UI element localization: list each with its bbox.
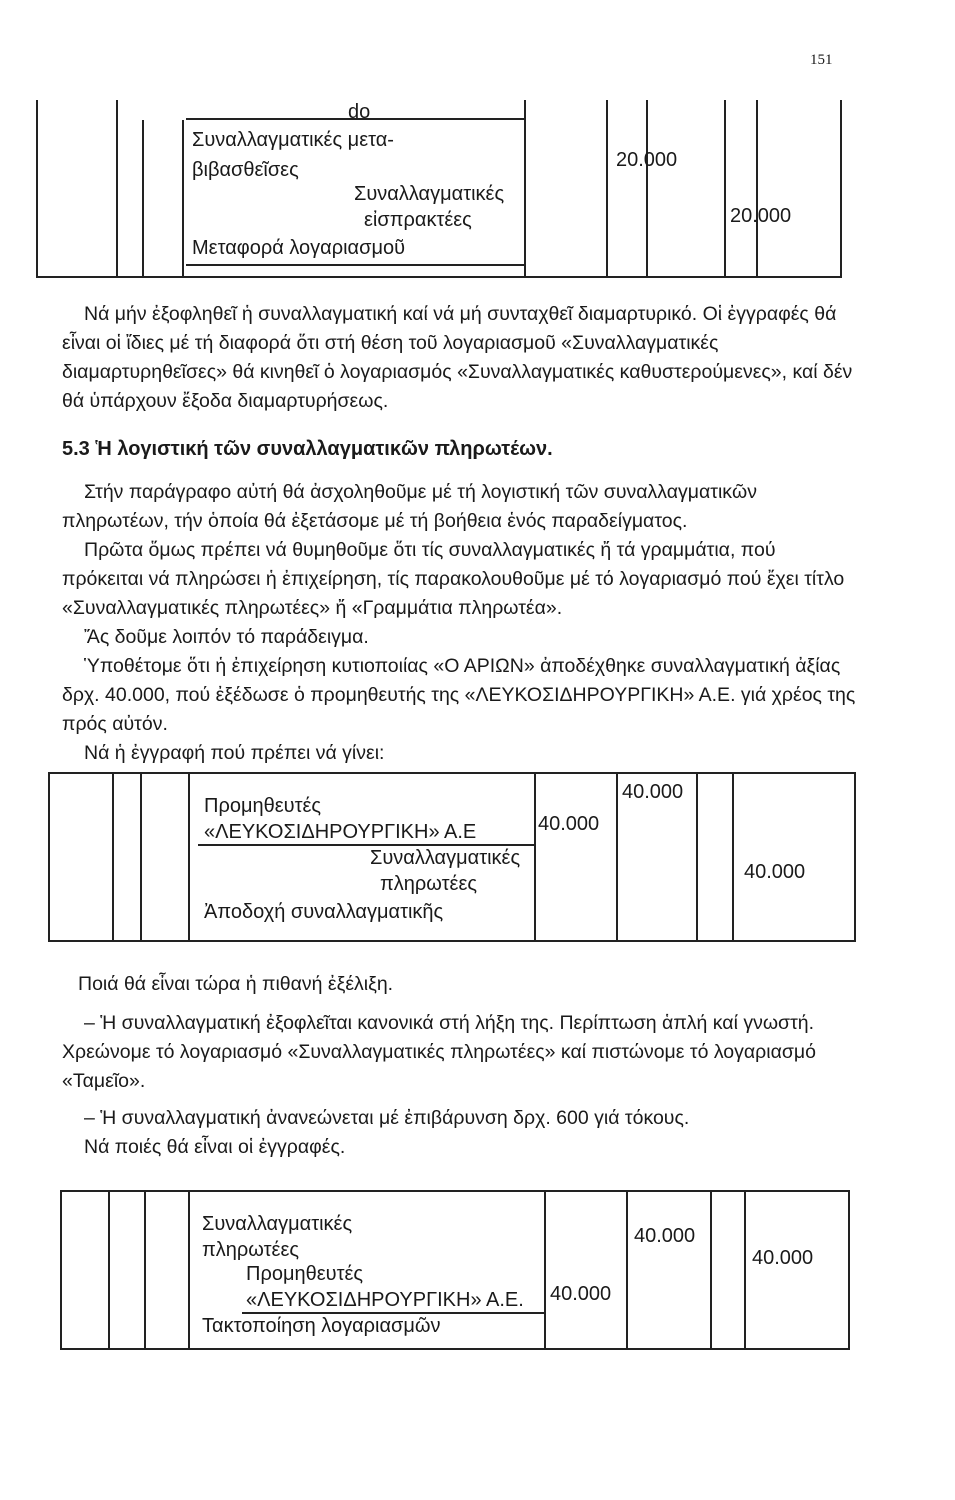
column-rule [116,100,118,278]
bottom-rule [48,940,856,942]
column-rule [744,1190,746,1350]
column-rule [848,1190,850,1350]
debit-account-cont: βιβασθεῖσες [192,159,299,181]
section-paragraph: Πρῶτα ὅμως πρέπει νά θυμηθοῦμε ὅτι τίς συναλλαγματικές ἤ τά γραμμάτια, πού πρόκειται νά πληρώσει ἡ ἐπιχείρηση, τίς παρακολουθοῦμε μέ τό λογαριασμό πού ἔχει τίτλο «Συναλλαγματικές πληρωτέες» ἤ «Γραμμάτια πληρωτέα». [62,539,845,619]
column-rule [112,772,114,942]
case-renewed: – Ἡ συναλλαγματική ἀνανεώνεται μέ ἐπιβάρυνση δρχ. 600 γιά τόκους. [84,1107,690,1129]
column-rule [724,100,726,278]
column-rule [108,1190,110,1350]
credit-account-cont: πληρωτέες [380,873,478,895]
column-rule [60,1190,62,1350]
narration: Μεταφορά λογαριασμοῦ [192,237,406,259]
top-rule [60,1190,850,1192]
column-rule [188,1190,190,1350]
marker-do: do [348,101,371,123]
credit-amount: 40.000 [752,1247,814,1269]
debit-account: Προμηθευτές [204,795,322,817]
column-rule [710,1190,712,1350]
column-rule [144,1190,146,1350]
column-rule [140,772,142,942]
debit-account-cont: πληρωτέες [202,1239,300,1261]
header-rule [186,118,524,120]
section-paragraph: Στήν παράγραφο αὐτή θά ἀσχοληθοῦμε μέ τή λογιστική τῶν συναλλαγματικῶν πληρωτέων, τήν ὁποία θά ἐξετάσομε μέ τή βοήθεια ἑνός παραδείγματος. [62,481,757,532]
credit-account: Προμηθευτές [246,1263,364,1285]
debit-account-cont: «ΛΕΥΚΟΣΙΔΗΡΟΥΡΓΙΚΗ» Α.Ε [204,821,477,843]
column-rule [142,120,144,278]
column-rule [626,1190,628,1350]
case-paid: – Ἡ συναλλαγματική ἐξοφλεῖται κανονικά στή λήξη της. Περίπτωση ἁπλή καί γνωστή. Χρεώνομε τό λογαριασμό «Συναλλαγματικές πληρωτέες» καί πιστώνομε τό λογαριασμό «Ταμεῖο». [62,1012,816,1092]
credit-account-cont: «ΛΕΥΚΟΣΙΔΗΡΟΥΡΓΙΚΗ» Α.Ε. [246,1289,524,1311]
entries-intro: Νά ποιές θά εἶναι οἱ ἐγγραφές. [84,1136,346,1158]
debit-amount: 40.000 [538,813,600,835]
column-rule [840,100,842,278]
top-total-amount: 40.000 [622,781,684,803]
column-rule [544,1190,546,1350]
partial-amount: 40.000 [550,1283,612,1305]
column-rule [616,772,618,942]
credit-account: Συναλλαγματικές [370,847,521,869]
outcome-text [62,970,862,1162]
column-rule [732,772,734,942]
credit-account-cont: εἰσπρακτέες [364,209,472,231]
column-rule [646,100,648,278]
journal-entry-acceptance [48,772,856,942]
narration-rule [186,264,524,266]
journal-entry-transfer [36,100,842,278]
debit-account: Συναλλαγματικές μετα- [192,129,394,151]
column-rule [36,100,38,278]
debit-amount: 40.000 [634,1225,696,1247]
journal-entry-settlement [60,1190,850,1350]
debit-amount: 20.000 [616,149,678,171]
paragraph-no-protest: Νά μήν ἐξοφληθεῖ ἡ συναλλαγματική καί νά μή συνταχθεῖ διαμαρτυρικό. Οἱ ἐγγραφές θά εἶναι οἱ ἴδιες μέ τή διαφορά ὅτι στή θέση τοῦ λογαριασμοῦ «Συναλλαγματικές διαμαρτυρηθεῖσες» θά κινηθεῖ ὁ λογαριασμός «Συναλλαγματικές καθυστερούμενες», καί δέν θά ὑπάρχουν ἔξοδα διαμαρτυρήσεως. [62,303,853,412]
page-number: 151 [810,52,833,68]
column-rule [188,772,190,942]
narration: Ἀποδοχή συναλλαγματικῆς [204,901,444,923]
section-heading: 5.3 Ἡ λογιστική τῶν συναλλαγματικῶν πληρωτέων. [62,438,553,460]
credit-amount: 40.000 [744,861,806,883]
column-rule [606,100,608,278]
column-rule [534,772,536,942]
column-rule [854,772,856,942]
column-rule [182,120,184,278]
section-body [62,478,862,768]
top-rule [48,772,856,774]
column-rule [48,772,50,942]
column-rule [756,100,758,278]
question: Ποιά θά εἶναι τώρα ἡ πιθανή ἐξέλιξη. [78,973,394,995]
section-paragraph: Νά ἡ ἐγγραφή πού πρέπει νά γίνει: [84,742,385,764]
bottom-rule [60,1348,850,1350]
section-paragraph: Ὑποθέτομε ὅτι ἡ ἐπιχείρηση κυτιοποιίας «Ο ΑΡΙΩΝ» ἀποδέχθηκε συναλλαγματική ἀξίας δρχ. 40.000, πού ἐξέδωσε ὁ προμηθευτής της «ΛΕΥΚΟΣΙΔΗΡΟΥΡΓΙΚΗ» Α.Ε. γιά χρέος της πρός αὐτόν. [62,655,856,735]
bottom-rule [36,276,842,278]
credit-amount: 20.000 [730,205,792,227]
column-rule [696,772,698,942]
narration: Τακτοποίηση λογαριασμῶν [202,1315,441,1337]
column-rule [524,100,526,278]
debit-account: Συναλλαγματικές [202,1213,353,1235]
credit-account: Συναλλαγματικές [354,183,505,205]
section-paragraph: Ἄς δοῦμε λοιπόν τό παράδειγμα. [84,626,369,648]
